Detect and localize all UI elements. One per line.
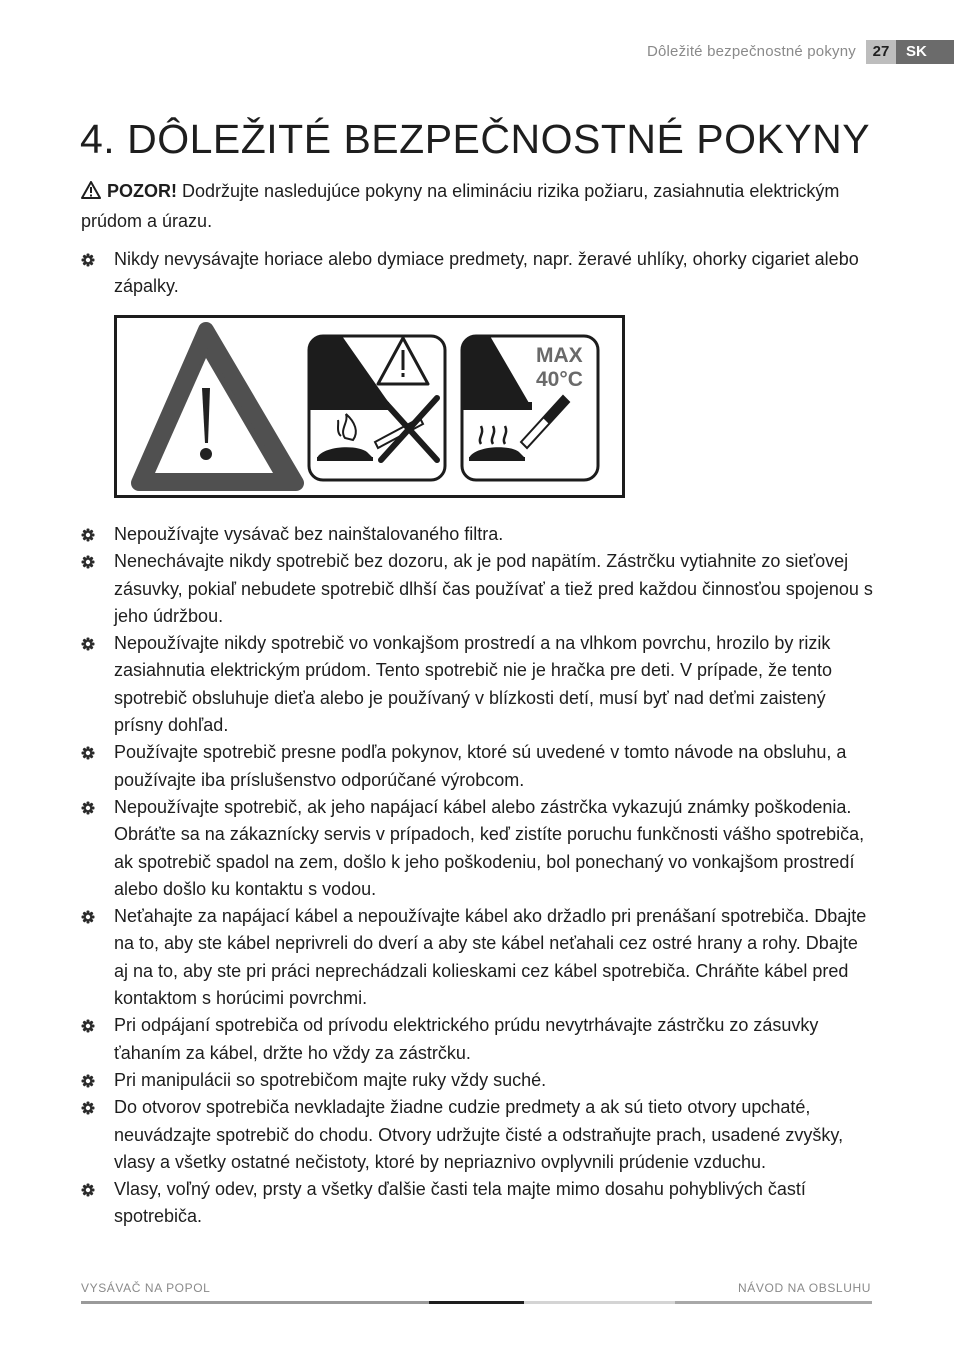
warning-label: POZOR! — [107, 181, 177, 201]
list-item-text: Nepoužívajte spotrebič, ak jeho napájací kábel alebo zástrčka vykazujú známky poškodenia. Obráťte sa na zákaznícky servis v prípadoch, keď zistíte poruchu funkčnosti vášho spotrebiča, ak spotrebič spadol na zem, došlo k jeho poškodeniu, bol ponechaný vo vonkajšom prostredí alebo došlo ku kontaktu s vodou. — [114, 796, 865, 899]
list-item — [0, 1176, 874, 1231]
bullet-icon — [81, 1019, 95, 1033]
header-title: Dôležité bezpečnostné pokyny — [646, 43, 856, 60]
safety-list-top — [0, 246, 874, 301]
warning-triangle-icon — [81, 180, 101, 208]
list-item-text: Nenechávajte nikdy spotrebič bez dozoru, ak je pod napätím. Zástrčku vytiahnite zo sieťovej zásuvky, pokiaľ nebudete spotrebič dlhší čas používať a tiež pred každou činnosťou spojenou s jeho údržbou. — [114, 551, 873, 626]
list-item — [0, 1094, 874, 1176]
page-title: 4. DÔLEŽITÉ BEZPEČNOSTNÉ POKYNY — [80, 116, 871, 162]
footer-rule-segment — [524, 1301, 675, 1304]
page-header — [647, 40, 954, 64]
bullet-icon — [81, 1183, 95, 1197]
footer-rule-segment — [675, 1301, 872, 1304]
list-item — [0, 739, 874, 794]
list-item — [0, 246, 874, 301]
list-item-text: Do otvorov spotrebiča nevkladajte žiadne cudzie predmety a ak sú tieto otvory upchaté, neuvádzajte spotrebič do chodu. Otvory udržujte čisté a odstraňujte prach, usadené zvyšky, vlasy a všetky ostatné nečistoty, ktoré by nepriaznivo ovplyvnili prúdenie vzduchu. — [114, 1097, 844, 1172]
list-item-text: Pri odpájaní spotrebiča od prívodu elektrického prúdu nevytrhávajte zástrčku zo zásuvky ťahaním za kábel, držte ho vždy za zástrčku. — [114, 1015, 819, 1063]
page-number: 27 — [866, 40, 896, 64]
bullet-icon — [81, 528, 95, 542]
list-item — [0, 521, 874, 548]
bullet-icon — [81, 555, 95, 569]
list-item — [0, 1012, 874, 1067]
bullet-icon — [81, 637, 95, 651]
footer-rule-segment — [429, 1301, 524, 1304]
list-item — [0, 903, 874, 1012]
large-warning-triangle-icon — [139, 330, 296, 483]
temperature-label: 40°C — [536, 368, 583, 391]
bullet-icon — [81, 253, 95, 267]
bullet-icon — [81, 1101, 95, 1115]
footer-left-text: VYSÁVAČ NA POPOL — [81, 1281, 211, 1295]
list-item-text: Nepoužívajte nikdy spotrebič vo vonkajšom prostredí a na vlhkom povrchu, hrozilo by rizik zasiahnutia elektrickým prúdom. Tento spotrebič nie je hračka pre deti. V prípade, že tento spotrebič obsluhuje dieťa alebo je používaný v blízkosti detí, musí byť nad deťmi zaistený prísny dohľad. — [114, 633, 833, 736]
bullet-icon — [81, 801, 95, 815]
warning-illustration — [114, 315, 625, 498]
bullet-icon — [81, 1074, 95, 1088]
bullet-icon — [81, 746, 95, 760]
list-item — [0, 630, 874, 739]
bullet-icon — [81, 910, 95, 924]
list-item-text: Nikdy nevysávajte horiace alebo dymiace predmety, napr. žeravé uhlíky, ohorky cigariet alebo zápalky. — [114, 249, 859, 297]
list-item — [0, 794, 874, 903]
list-item — [0, 548, 874, 630]
language-badge: SK — [896, 40, 954, 64]
list-item-text: Vlasy, voľný odev, prsty a všetky ďalšie časti tela majte mimo dosahu pohyblivých častí spotrebiča. — [114, 1179, 806, 1227]
list-item-text: Nepoužívajte vysávač bez nainštalovaného filtra. — [114, 524, 504, 544]
max-temperature-icon — [462, 336, 598, 480]
list-item-text: Neťahajte za napájací kábel a nepoužívajte kábel ako držadlo pri prenášaní spotrebiča. Dbajte na to, aby ste kábel neprivreli do dverí a aby ste kábel neťahali cez ostré hrany a rohy. Dbajte aj na to, aby ste pri práci neprechádzali kolieskami cez kábel spotrebiča. Chráňte kábel pred kontaktom s horúcimi povrchmi. — [114, 906, 867, 1009]
footer-right-text: NÁVOD NA OBSLUHU — [738, 1281, 871, 1295]
list-item-text: Používajte spotrebič presne podľa pokynov, ktoré sú uvedené v tomto návode na obsluhu, a používajte iba príslušenstvo odporúčané výrobcom. — [114, 742, 847, 790]
safety-list — [0, 521, 874, 1231]
max-label: MAX — [536, 344, 583, 367]
no-burning-objects-icon — [309, 336, 445, 480]
footer-rule-segment — [81, 1301, 429, 1304]
warning-text: Dodržujte nasledujúce pokyny na elimináciu rizika požiaru, zasiahnutia elektrickým prúdom a úrazu. — [81, 181, 840, 231]
list-item — [0, 1067, 874, 1094]
warning-paragraph — [81, 178, 881, 235]
list-item-text: Pri manipulácii so spotrebičom majte ruky vždy suché. — [114, 1069, 547, 1090]
